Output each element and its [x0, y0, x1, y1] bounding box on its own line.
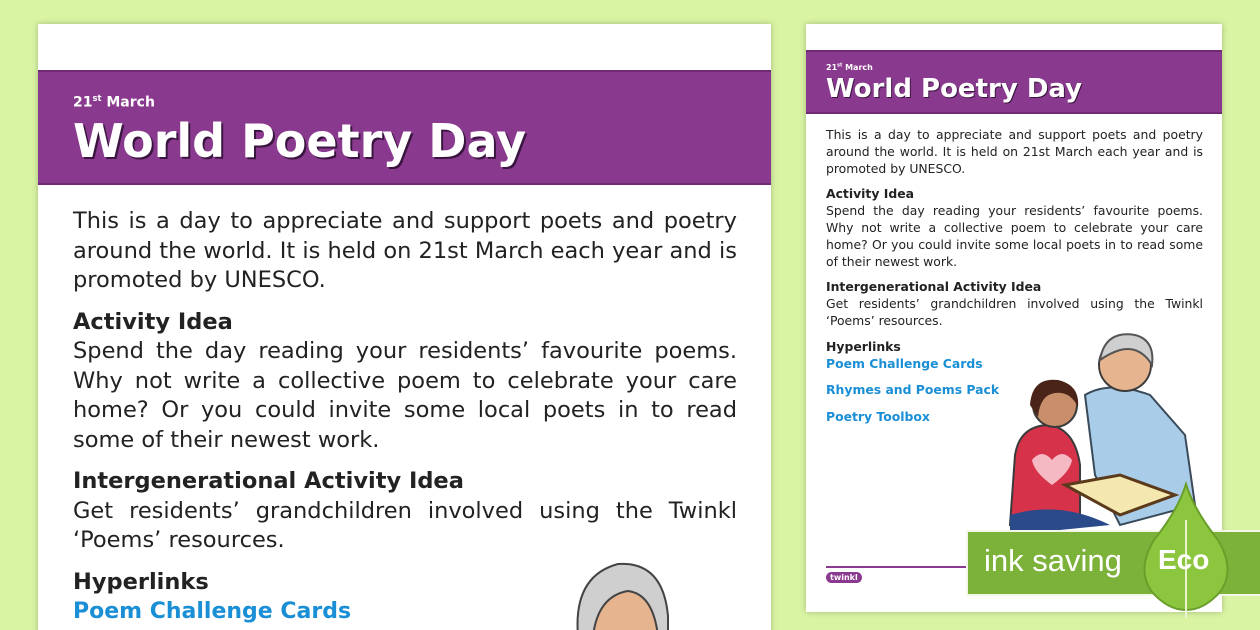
eco-label: Eco [1158, 544, 1210, 575]
intergenerational-heading: Intergenerational Activity Idea [73, 468, 464, 494]
activity-heading: Activity Idea [826, 186, 914, 202]
date-label: 21st March [826, 63, 873, 72]
page-title: World Poetry Day [826, 74, 1083, 104]
intergenerational-paragraph: Get residents’ grandchildren involved using the Twinkl ‘Poems’ resources. [73, 497, 737, 553]
intro-paragraph: This is a day to appreciate and support poets and poetry around the world. It is held on 21st March each year and is promoted by UNESCO. [826, 127, 1203, 176]
twinkl-logo: twinkl [826, 572, 862, 583]
document-preview-large [38, 24, 771, 630]
intergenerational-paragraph: Get residents’ grandchildren involved using the Twinkl ‘Poems’ resources. [826, 296, 1203, 328]
date-label: 21st March [73, 93, 155, 111]
activity-paragraph: Spend the day reading your residents’ favourite poems. Why not write a collective poem to celebrate your care home? Or you could invite some local poets in to read some of their newest work. [826, 203, 1203, 269]
link-poem-challenge-cards[interactable]: Poem Challenge Cards [826, 355, 983, 371]
ink-saving-label: ink saving [984, 543, 1122, 578]
activity-heading: Activity Idea [73, 308, 233, 335]
link-poetry-toolbox[interactable]: Poetry Toolbox [826, 409, 930, 425]
title-banner [38, 70, 771, 185]
link-poem-challenge-cards[interactable]: Poem Challenge Cards [73, 599, 352, 624]
link-rhymes-and-poems-pack[interactable]: Rhymes and Poems Pack [826, 382, 1000, 398]
activity-paragraph: Spend the day reading your residents’ favourite poems. Why not write a collective poem to celebrate your care home? Or you could invite some local poets in to read some of their newest work. [73, 338, 737, 453]
title-banner [806, 50, 1222, 114]
intro-paragraph: This is a day to appreciate and support poets and poetry around the world. It is held on 21st March each year and is promoted by UNESCO. [73, 208, 737, 293]
page-title: World Poetry Day [73, 114, 527, 168]
hyperlinks-heading: Hyperlinks [826, 338, 901, 354]
intergenerational-heading: Intergenerational Activity Idea [826, 279, 1042, 295]
hyperlinks-heading: Hyperlinks [73, 568, 209, 595]
grandparent-head-illustration [568, 556, 688, 630]
